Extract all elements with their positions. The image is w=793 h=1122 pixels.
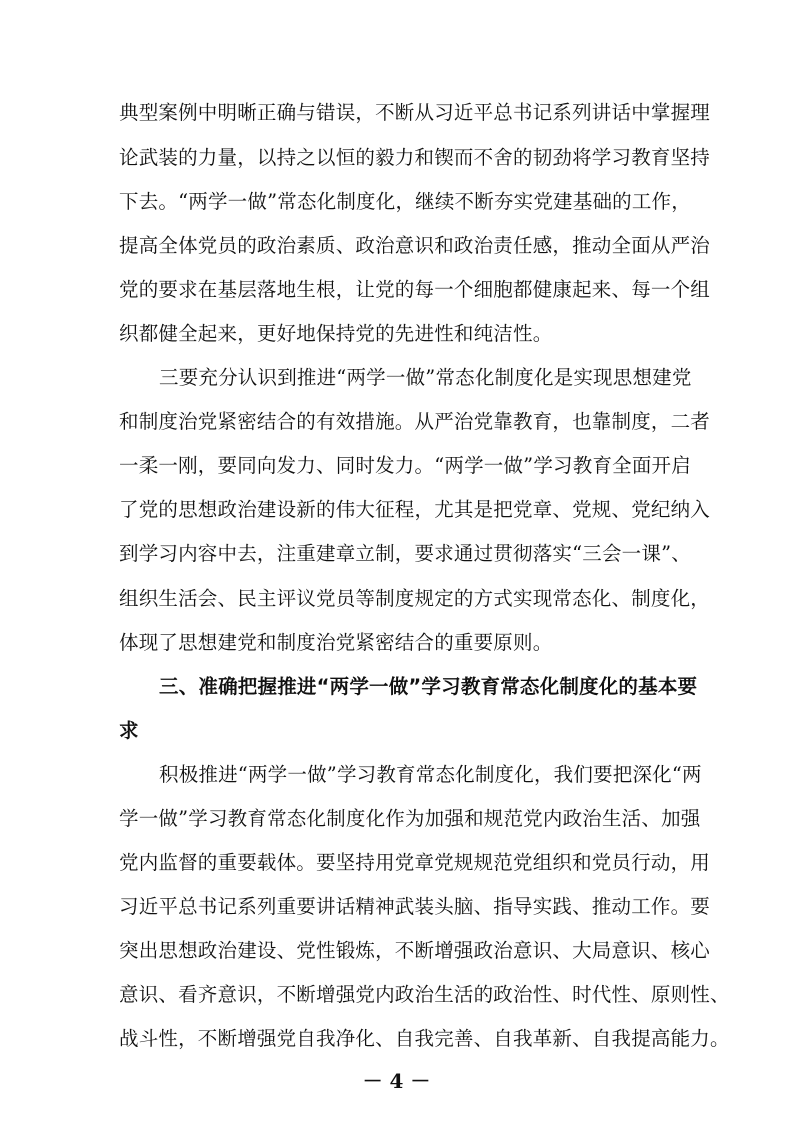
paragraph-3-line-1: 积极推进“两学一做”学习教育常态化制度化，我们要把深化“两 — [159, 763, 702, 786]
paragraph-3-line-4: 习近平总书记系列重要讲话精神武装头脑、指导实践、推动工作。要 — [119, 895, 711, 918]
section-heading-line-2: 求 — [119, 719, 139, 742]
paragraph-2-line-5: 到学习内容中去，注重建章立制，要求通过贯彻落实“三会一课”、 — [119, 542, 691, 565]
paragraph-1-line-2: 论武装的力量，以持之以恒的毅力和锲而不舍的韧劲将学习教育坚持 — [119, 146, 711, 169]
paragraph-2-line-4: 了党的思想政治建设新的伟大征程，尤其是把党章、党规、党纪纳入 — [119, 498, 711, 521]
paragraph-2-line-7: 体现了思想建党和制度治党紧密结合的重要原则。 — [119, 631, 553, 654]
paragraph-2-line-1: 三要充分认识到推进“两学一做”常态化制度化是实现思想建党 — [159, 366, 692, 389]
paragraph-2-line-3: 一柔一刚，要同向发力、同时发力。“两学一做”学习教育全面开启 — [119, 454, 691, 477]
paragraph-3-line-2: 学一做”学习教育常态化制度化作为加强和规范党内政治生活、加强 — [119, 807, 701, 830]
paragraph-3-line-7: 战斗性，不断增强党自我净化、自我完善、自我革新、自我提高能力。 — [119, 1027, 730, 1050]
paragraph-3-line-6: 意识、看齐意识，不断增强党内政治生活的政治性、时代性、原则性、 — [119, 983, 730, 1006]
paragraph-3-line-3: 党内监督的重要载体。要坚持用党章党规规范党组织和党员行动，用 — [119, 851, 711, 874]
page-number: － 4 － — [362, 1069, 431, 1093]
paragraph-3-line-5: 突出思想政治建设、党性锻炼，不断增强政治意识、大局意识、核心 — [119, 939, 711, 962]
paragraph-1-line-6: 织都健全起来，更好地保持党的先进性和纯洁性。 — [119, 322, 553, 345]
paragraph-2-line-2: 和制度治党紧密结合的有效措施。从严治党靠教育，也靠制度，二者 — [119, 410, 711, 433]
paragraph-2-line-6: 组织生活会、民主评议党员等制度规定的方式实现常态化、制度化， — [119, 587, 711, 610]
paragraph-1-line-1: 典型案例中明晰正确与错误，不断从习近平总书记系列讲话中掌握理 — [119, 101, 711, 124]
paragraph-1-line-3: 下去。“两学一做”常态化制度化，继续不断夯实党建基础的工作， — [119, 190, 691, 213]
paragraph-1-line-4: 提高全体党员的政治素质、政治意识和政治责任感，推动全面从严治 — [119, 234, 711, 257]
section-heading-line-1: 三、准确把握推进“两学一做”学习教育常态化制度化的基本要 — [159, 675, 698, 698]
paragraph-1-line-5: 党的要求在基层落地生根，让党的每一个细胞都健康起来、每一个组 — [119, 278, 711, 301]
